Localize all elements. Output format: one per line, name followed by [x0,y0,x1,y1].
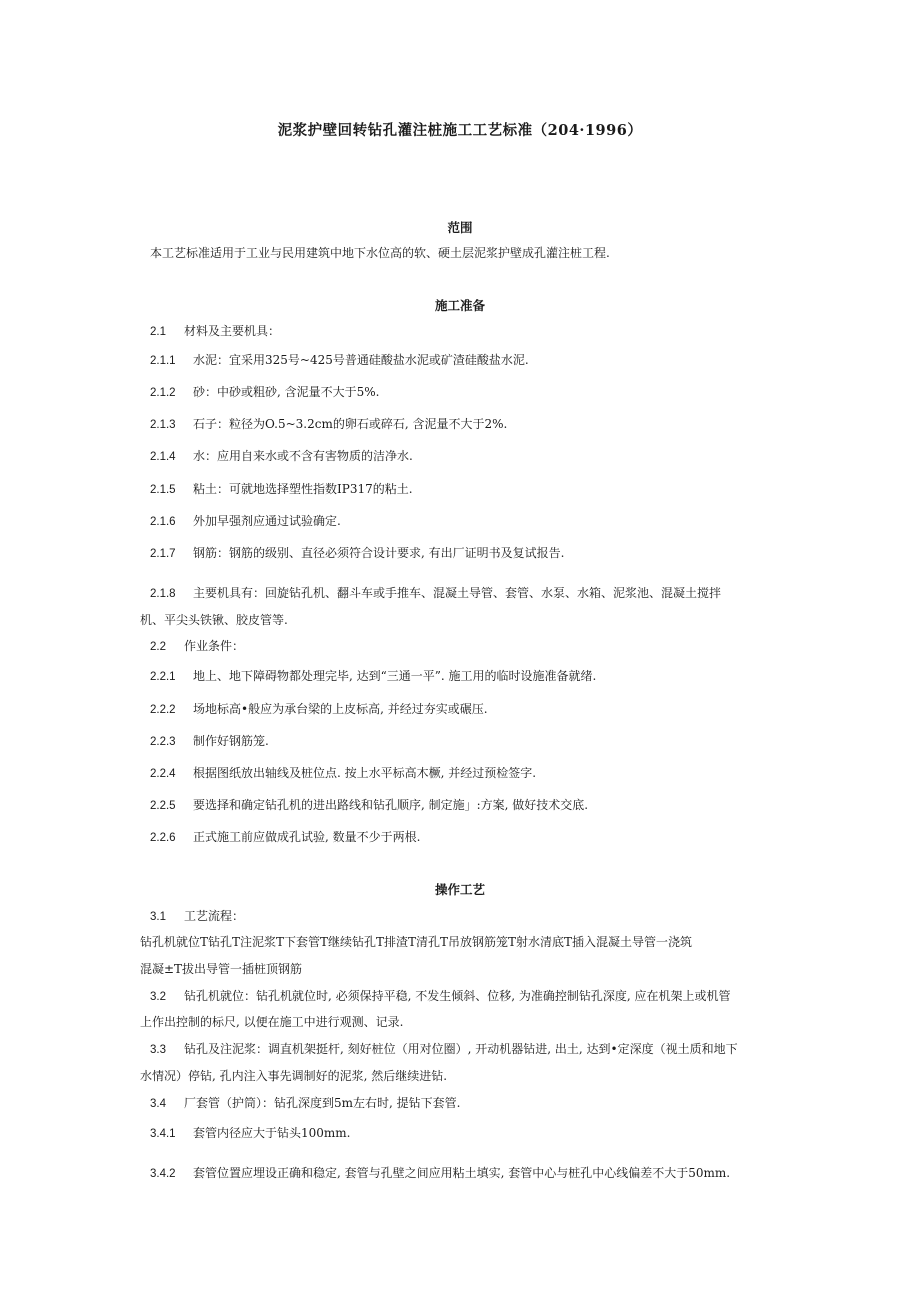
clause-2-1-8: 2.1.8 主要机具有：回旋钻孔机、翻斗车或手推车、混凝土导管、套管、水泵、水箱、泥浆池、混凝土搅拌 [150,586,722,600]
clause-2-1-4: 2.1.4 水：应用自来水或不含有害物质的洁净水. [150,449,413,463]
clause-2-2: 2.2 作业条件： [150,639,245,653]
clause-2-2-2: 2.2.2 场地标高•般应为承台梁的上皮标高, 并经过夯实或碾压. [150,702,488,716]
clause-2-1-3: 2.1.3 石子：粒径为O.5~3.2cm的卵石或碎石, 含泥量不大于2%. [150,417,508,431]
clause-2-2-5: 2.2.5 要选择和确定钻孔机的进出路线和钻孔顺序, 制定施」:方案, 做好技术交底. [150,798,589,812]
document-title: 泥浆护壁回转钻孔灌注桩施工工艺标准（204·1996） [277,122,643,139]
clause-3-3: 3.3 钻孔及注泥浆：调直机架挺杆, 刻好桩位（用对位圈）, 开动机器钻进, 出土, 达到•定深度（视土质和地下 [150,1042,738,1056]
clause-2-1-6: 2.1.6 外加早强剂应通过试验确定. [150,514,341,528]
scope-text: 本工艺标准适用于工业与民用建筑中地下水位高的软、硬土层泥浆护壁成孔灌注桩工程. [150,246,610,260]
section-heading-scope: 范围 [447,220,473,235]
clause-3-2: 3.2 钻孔机就位：钻孔机就位时, 必须保持平稳, 不发生倾斜、位移, 为准确控制钻孔深度, 应在机架上或机管 [150,989,731,1003]
clause-2-2-3: 2.2.3 制作好钢筋笼. [150,734,269,748]
clause-2-2-1: 2.2.1 地上、地下障碍物都处理完毕, 达到“三通一平”. 施工用的临时设施准备就绪. [150,669,597,683]
clause-2-1-2: 2.1.2 砂：中砂或粗砂, 含泥量不大于5%. [150,385,380,399]
clause-2-1-8-cont: 机、平尖头铁锹、胶皮管等. [140,613,288,627]
section-heading-ops: 操作工艺 [434,882,485,897]
clause-3-4-2: 3.4.2 套管位置应埋设正确和稳定, 套管与孔壁之间应用粘土填实, 套管中心与桩孔中心线偏差不大于50mm. [150,1166,731,1180]
clause-3-1: 3.1 工艺流程： [150,909,245,923]
clause-2-1-5: 2.1.5 粘土：可就地选择塑性指数IP317的粘土. [150,482,413,496]
clause-3-4-1: 3.4.1 套管内径应大于钻头100mm. [150,1126,351,1140]
clause-2-2-4: 2.2.4 根据图纸放出轴线及桩位点. 按上水平标高木橛, 并经过预检签字. [150,766,537,780]
process-flow-line-2: 混凝±T拔出导管一插桩顶钢筋 [140,962,303,976]
clause-2-1: 2.1 材料及主要机具： [150,324,281,338]
process-flow-line-1: 钻孔机就位T钻孔T注泥浆T下套管T继续钻孔T排渣T清孔T吊放钢筋笼T射水清底T插入混凝土导管一浇筑 [140,935,693,949]
clause-2-1-1: 2.1.1 水泥：宜采用325号~425号普通硅酸盐水泥或矿渣硅酸盐水泥. [150,353,529,367]
clause-3-2-cont: 上作出控制的标尺, 以便在施工中进行观测、记录. [140,1015,404,1029]
clause-2-2-6: 2.2.6 正式施工前应做成孔试验, 数量不少于两根. [150,830,421,844]
section-heading-prep: 施工准备 [434,298,485,313]
clause-3-4: 3.4 厂套管（护筒）：钻孔深度到5m左右时, 提钻下套管. [150,1096,461,1110]
clause-3-3-cont: 水情况）停钻, 孔内注入事先调制好的泥浆, 然后继续进钻. [140,1069,448,1083]
clause-2-1-7: 2.1.7 钢筋：钢筋的级别、直径必须符合设计要求, 有出厂证明书及复试报告. [150,546,565,560]
